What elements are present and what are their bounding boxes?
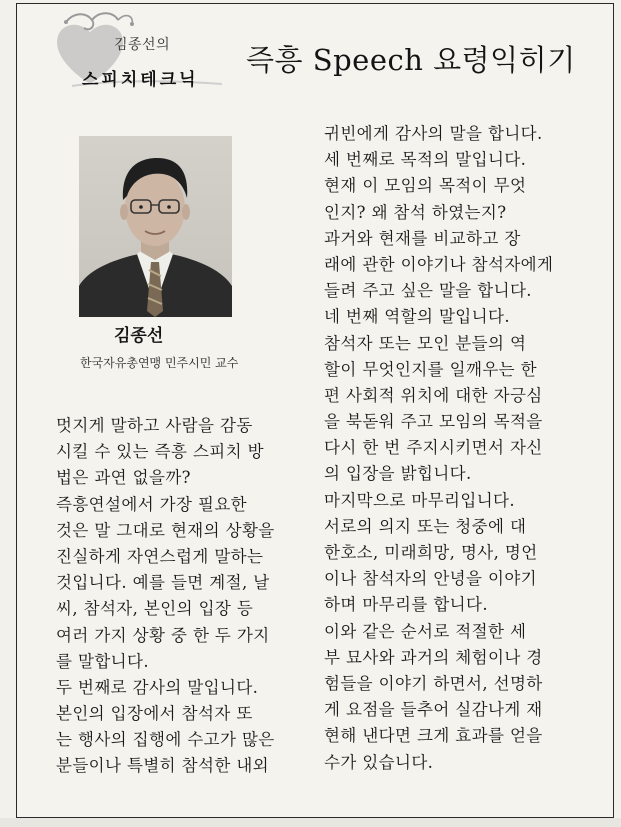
article-text-line: 험들을 이야기 하면서, 선명하 [324, 673, 543, 693]
article-text-line: 것입니다. 예를 들면 계절, 날 [56, 573, 270, 593]
article-text-line: 을 북돋워 주고 모임의 목적을 [324, 412, 543, 432]
article-text-line: 한호소, 미래희망, 명사, 명언 [324, 543, 538, 562]
article-text-line: 세 번째로 목적의 말입니다. [324, 150, 527, 170]
article-text-line: 본인의 입장에서 참석자 또 [56, 704, 253, 724]
article-text-line: 할이 무엇인지를 일깨우는 한 [324, 359, 538, 379]
article-headline: 즉흥 Speech 요령익히기 [246, 43, 576, 77]
article-text-line: 는 행사의 집행에 수고가 많은 [56, 730, 275, 750]
article-text-line: 편 사회적 위치에 대한 자긍심 [324, 385, 543, 405]
article-text-line: 멋지게 말하고 사람을 감동 [56, 416, 253, 435]
article-text-line: 하며 마무리를 합니다. [324, 595, 488, 615]
author-affiliation: 한국자유총연맹 민주시민 교수 [80, 356, 239, 370]
article-text-line: 시킬 수 있는 즉흥 스피치 방 [56, 442, 264, 462]
article-text-line: 들려 주고 싶은 말을 합니다. [324, 281, 532, 301]
column-logo [52, 8, 237, 90]
column-author-tag: 김종선의 [114, 37, 171, 53]
article-text-line: 과거와 현재를 비교하고 장 [324, 228, 521, 248]
article-text-line: 네 번째 역할의 말입니다. [324, 307, 510, 327]
article-text-line: 인지? 왜 참석 하였는지? [324, 202, 507, 222]
article-text-line: 게 요점을 들추어 실감나게 재 [324, 700, 543, 720]
article-column-right [324, 121, 592, 776]
article-text-line: 씨, 참석자, 본인의 입장 등 [56, 599, 254, 619]
article-text-line: 마지막으로 마무리입니다. [324, 490, 516, 510]
article-text-line: 현해 낸다면 크게 효과를 얻을 [324, 726, 543, 746]
article-text-line: 법은 과연 없을까? [56, 468, 191, 488]
article-text-line: 이나 참석자의 안녕을 이야기 [324, 569, 538, 589]
article-text-line: 분들이나 특별히 참석한 내외 [56, 756, 270, 776]
article-text-line: 여러 가지 상황 중 한 두 가지 [56, 625, 270, 645]
article-text-line: 현재 이 모임의 목적이 무엇 [324, 176, 527, 196]
article-text-line: 서로의 의지 또는 청중에 대 [324, 516, 527, 536]
article-text-line: 를 말합니다. [56, 651, 149, 671]
author-name: 김종선 [114, 326, 164, 346]
page-edge [0, 818, 621, 827]
article-text-line: 참석자 또는 모인 분들의 역 [324, 333, 527, 353]
article-text-line: 수가 있습니다. [324, 752, 434, 772]
article-text-line: 의 입장을 밝힙니다. [324, 464, 472, 484]
article-column-left [56, 413, 301, 780]
article-text-line: 다시 한 번 주지시키면서 자신 [324, 438, 543, 458]
article-text-line: 부 묘사와 과거의 체험이나 경 [324, 647, 543, 667]
article-text-line: 즉흥연설에서 가장 필요한 [56, 494, 248, 514]
article-text-line: 두 번째로 감사의 말입니다. [56, 677, 259, 697]
article-text-line: 귀빈에게 감사의 말을 합니다. [324, 124, 543, 143]
article-text-line: 이와 같은 순서로 적절한 세 [324, 621, 527, 641]
article-text-line: 래에 관한 이야기나 참석자에게 [324, 254, 554, 274]
portrait-photo [79, 136, 232, 317]
column-series-title: 스피치테크닉 [82, 70, 199, 90]
article-text-line: 진실하게 자연스럽게 말하는 [56, 546, 264, 566]
author-photo [79, 136, 232, 317]
article-text-line: 것은 말 그대로 현재의 상황을 [56, 520, 275, 540]
